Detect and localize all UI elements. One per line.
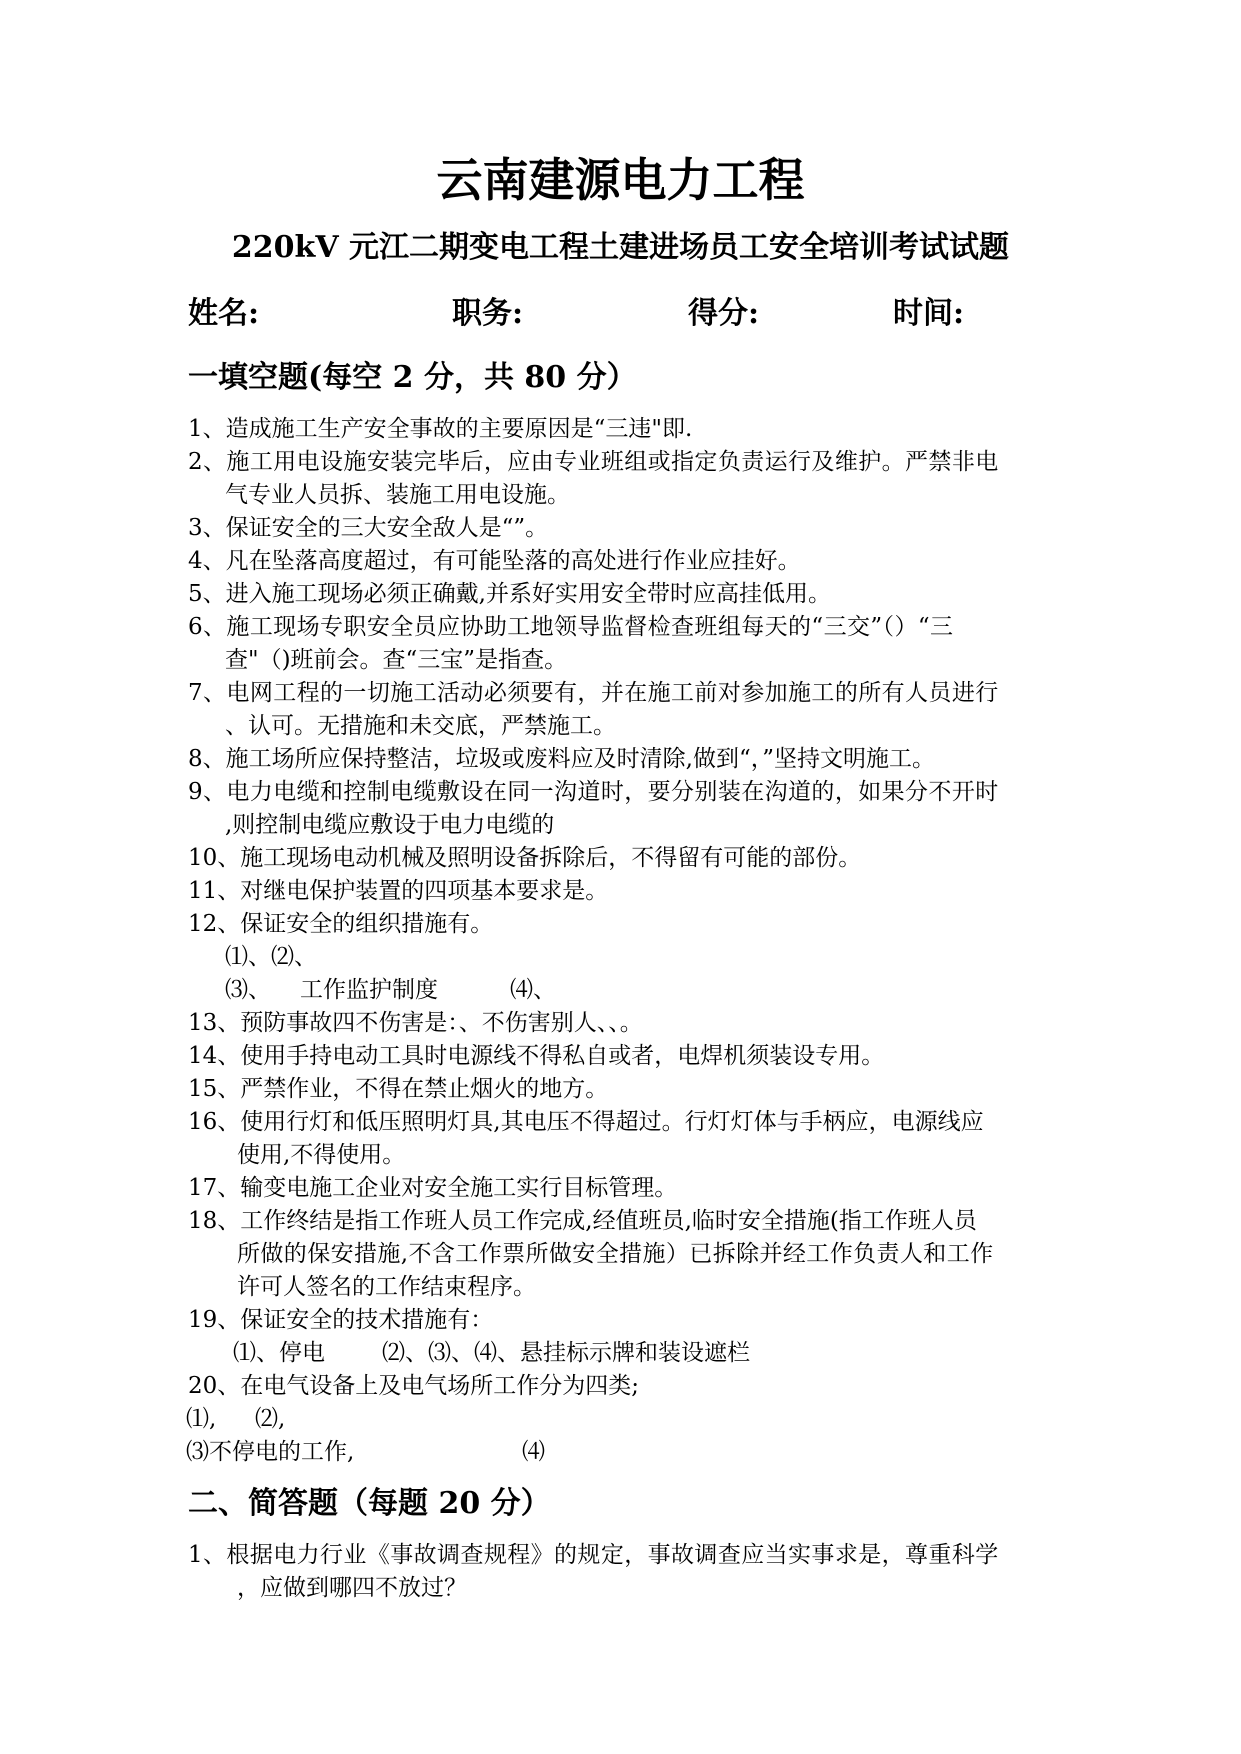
question-8: 8、施工场所应保持整洁，垃圾或废料应及时清除,做到“，”坚持文明施工。 xyxy=(188,746,935,772)
question-18-continued-1: 所做的保安措施,不含工作票所做安全措施）已拆除并经工作负责人和工作 xyxy=(237,1241,994,1267)
question-5: 5、进入施工现场必须正确戴,并系好实用安全带时应高挂低用。 xyxy=(188,581,831,607)
short-answer-question-1: 1、根据电力行业《事故调查规程》的规定，事故调查应当实事求是，尊重科学 xyxy=(188,1542,999,1568)
section-short-answer-heading: 二、简答题（每题 20 分） xyxy=(188,1486,551,1521)
question-2: 2、施工用电设施安装完毕后，应由专业班组或指定负责运行及维护。严禁非电 xyxy=(188,449,999,475)
question-20-item-3: ⑶不停电的工作, xyxy=(186,1439,355,1465)
question-12-item-4: ⑷、 xyxy=(510,977,556,1003)
question-20-item-2: ⑵, xyxy=(255,1406,286,1432)
question-13: 13、预防事故四不伤害是：、不伤害别人、、。 xyxy=(188,1010,643,1036)
question-15: 15、严禁作业，不得在禁止烟火的地方。 xyxy=(188,1076,609,1102)
question-16-continued: 使用,不得使用。 xyxy=(237,1142,406,1168)
question-19: 19、保证安全的技术措施有： xyxy=(188,1307,494,1333)
question-18: 18、工作终结是指工作班人员工作完成,经值班员,临时安全措施(指工作班人员 xyxy=(188,1208,977,1234)
question-18-continued-2: 许可人签名的工作结束程序。 xyxy=(237,1274,536,1300)
section-fill-blank-heading: 一填空题(每空 2 分，共 80 分） xyxy=(188,360,637,395)
question-20-item-4: ⑷ xyxy=(522,1439,545,1465)
question-2-continued: 气专业人员拆、装施工用电设施。 xyxy=(225,482,570,508)
question-7: 7、电网工程的一切施工活动必须要有，并在施工前对参加施工的所有人员进行 xyxy=(188,680,999,706)
question-10: 10、施工现场电动机械及照明设备拆除后，不得留有可能的部份。 xyxy=(188,845,862,871)
score-field-label: 得分: xyxy=(688,296,760,331)
company-title: 云南建源电力工程 xyxy=(436,153,805,207)
question-9: 9、电力电缆和控制电缆敷设在同一沟道时，要分别装在沟道的，如果分不开时 xyxy=(188,779,999,805)
question-12-item-1-2: ⑴、⑵、 xyxy=(225,944,317,970)
exam-title: 220kV 元江二期变电工程土建进场员工安全培训考试试题 xyxy=(231,230,1010,265)
time-field-label: 时间: xyxy=(893,296,965,331)
position-field-label: 职务: xyxy=(452,296,524,331)
question-16: 16、使用行灯和低压照明灯具,其电压不得超过。行灯灯体与手柄应，电源线应 xyxy=(188,1109,984,1135)
question-7-continued: 、认可。无措施和未交底，严禁施工。 xyxy=(225,713,616,739)
question-19-items-2-4: ⑵、⑶、⑷、悬挂标示牌和装设遮栏 xyxy=(382,1340,750,1366)
name-field-label: 姓名: xyxy=(188,296,260,331)
question-1: 1、造成施工生产安全事故的主要原因是“三违"即. xyxy=(188,416,693,442)
question-6-continued: 查"（)班前会。查“三宝”是指查。 xyxy=(225,647,568,673)
question-12-item-3-text: 工作监护制度 xyxy=(300,977,438,1003)
question-20: 20、在电气设备上及电气场所工作分为四类; xyxy=(188,1373,640,1399)
question-12: 12、保证安全的组织措施有。 xyxy=(188,911,494,937)
question-14: 14、使用手持电动工具时电源线不得私自或者，电焊机须装设专用。 xyxy=(188,1043,885,1069)
question-4: 4、凡在坠落高度超过，有可能坠落的高处进行作业应挂好。 xyxy=(188,548,801,574)
question-9-continued: ,则控制电缆应敷设于电力电缆的 xyxy=(225,812,555,838)
question-3: 3、保证安全的三大安全敌人是“”。 xyxy=(188,515,549,541)
short-answer-question-1-continued: ，应做到哪四不放过？ xyxy=(237,1575,467,1601)
question-6: 6、施工现场专职安全员应协助工地领导监督检查班组每天的“三交”（）“三 xyxy=(188,614,954,640)
question-12-item-3: ⑶、 xyxy=(225,977,271,1003)
question-19-item-1: ⑴、停电 xyxy=(233,1340,325,1366)
question-20-item-1: ⑴, xyxy=(186,1406,217,1432)
question-17: 17、输变电施工企业对安全施工实行目标管理。 xyxy=(188,1175,678,1201)
question-11: 11、对继电保护装置的四项基本要求是。 xyxy=(188,878,609,904)
